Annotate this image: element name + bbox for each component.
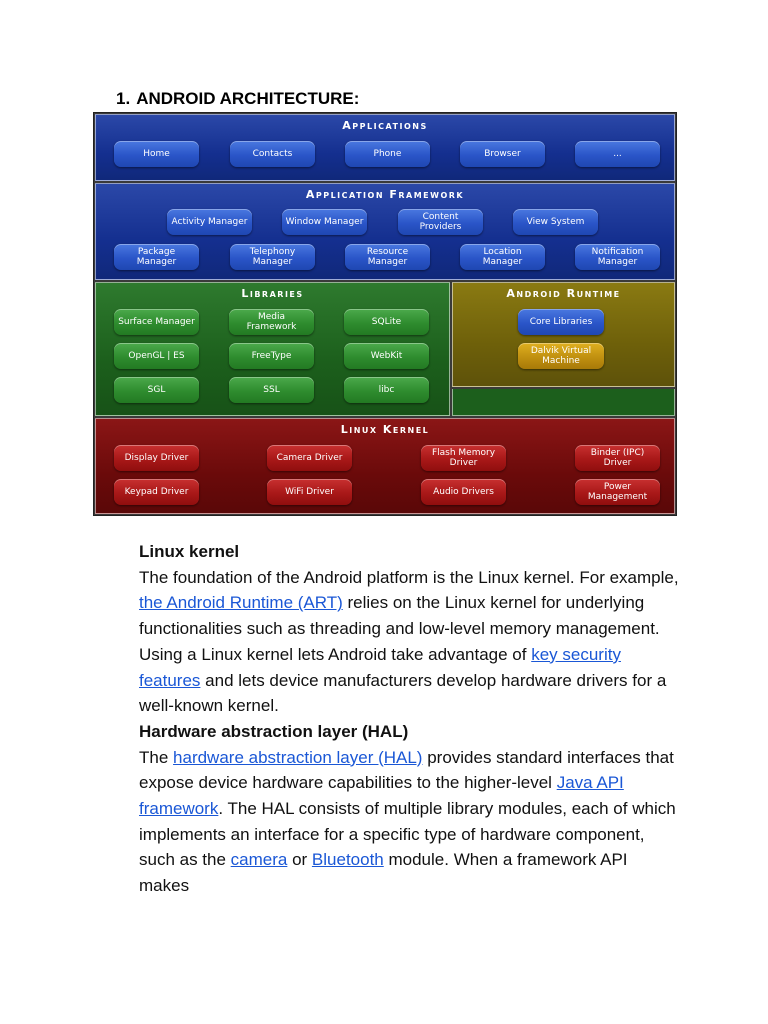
p2-text-a: Using a Linux kernel lets Android take advantage of — [139, 644, 532, 664]
libraries-layer-extension — [452, 389, 675, 416]
hal-heading: Hardware abstraction layer (HAL) — [139, 721, 409, 741]
p3-text-a: The — [139, 747, 174, 767]
framework-layer-title: Application Framework — [305, 188, 465, 201]
link-android-runtime[interactable]: the Android Runtime (ART) — [139, 593, 343, 613]
app-browser: Browser — [460, 141, 545, 167]
kernel-layer-title: Linux Kernel — [340, 423, 430, 436]
k-power-management: Power Management — [575, 479, 660, 505]
p3-text-b: provides standard interfaces that expose device hardware capabilities to the higher-level — [139, 747, 674, 793]
rt-core-libraries: Core Libraries — [518, 309, 604, 335]
link-hal[interactable]: hardware abstraction layer (HAL) — [173, 747, 423, 767]
fw-content-providers: Content Providers — [398, 209, 483, 235]
app-home: Home — [114, 141, 199, 167]
app-contacts: Contacts — [230, 141, 315, 167]
libraries-layer-title: Libraries — [241, 287, 304, 300]
lib-freetype: FreeType — [229, 343, 314, 369]
app-more: ... — [575, 141, 660, 167]
p3-text-d: or — [287, 850, 312, 870]
p1-text-b: relies on the Linux kernel for underlying functionalities such as threading and low-level memory management. — [139, 593, 660, 639]
p1-text-a: The foundation of the Android platform is the Linux kernel. For example, — [139, 567, 679, 587]
link-java-api-framework[interactable]: Java API framework — [139, 773, 624, 819]
link-camera[interactable]: camera — [230, 850, 288, 870]
lib-webkit: WebKit — [344, 343, 429, 369]
runtime-layer-title: Android Runtime — [506, 287, 621, 300]
applications-layer — [95, 114, 675, 181]
fw-window-manager: Window Manager — [282, 209, 367, 235]
section-number: 1. — [116, 89, 131, 108]
lib-ssl: SSL — [229, 377, 314, 403]
section-title: ANDROID ARCHITECTURE: — [136, 89, 360, 108]
link-bluetooth[interactable]: Bluetooth — [311, 850, 384, 870]
android-runtime-layer — [452, 282, 675, 387]
libraries-layer — [95, 282, 450, 416]
lib-media-framework: Media Framework — [229, 309, 314, 335]
k-display-driver: Display Driver — [114, 445, 199, 471]
fw-location-manager: Location Manager — [460, 244, 545, 270]
fw-package-manager: Package Manager — [114, 244, 199, 270]
section-heading — [116, 88, 359, 110]
linux-kernel-paragraph-2 — [139, 642, 679, 719]
k-camera-driver: Camera Driver — [267, 445, 352, 471]
fw-resource-manager: Resource Manager — [345, 244, 430, 270]
lib-libc: libc — [344, 377, 429, 403]
lib-surface-manager: Surface Manager — [114, 309, 199, 335]
applications-layer-title: Applications — [342, 119, 428, 132]
application-framework-layer — [95, 183, 675, 280]
k-audio-drivers: Audio Drivers — [421, 479, 506, 505]
rt-dalvik-vm: Dalvik Virtual Machine — [518, 343, 604, 369]
app-phone: Phone — [345, 141, 430, 167]
hal-paragraph — [139, 745, 679, 899]
k-keypad-driver: Keypad Driver — [114, 479, 199, 505]
p3-text-c: . The HAL consists of multiple library modules, each of which implements an interface for a specific type of hardware component, such as the — [139, 799, 676, 870]
p2-text-b: and lets device manufacturers develop hardware drivers for a well-known kernel. — [139, 670, 667, 716]
link-key-security-features[interactable]: key security features — [139, 644, 621, 690]
android-architecture-diagram — [93, 112, 677, 516]
fw-activity-manager: Activity Manager — [167, 209, 252, 235]
lib-opengl-es: OpenGL | ES — [114, 343, 199, 369]
lib-sqlite: SQLite — [344, 309, 429, 335]
linux-kernel-heading: Linux kernel — [139, 542, 240, 561]
fw-view-system: View System — [513, 209, 598, 235]
fw-notification-manager: Notification Manager — [575, 244, 660, 270]
k-binder-ipc-driver: Binder (IPC) Driver — [575, 445, 660, 471]
k-wifi-driver: WiFi Driver — [267, 479, 352, 505]
linux-kernel-paragraph-1 — [139, 565, 679, 642]
p3-text-e: module. When a framework API makes — [139, 850, 628, 896]
lib-sgl: SGL — [114, 377, 199, 403]
fw-telephony-manager: Telephony Manager — [230, 244, 315, 270]
k-flash-memory-driver: Flash Memory Driver — [421, 445, 506, 471]
body-text — [139, 539, 679, 899]
linux-kernel-layer — [95, 418, 675, 514]
